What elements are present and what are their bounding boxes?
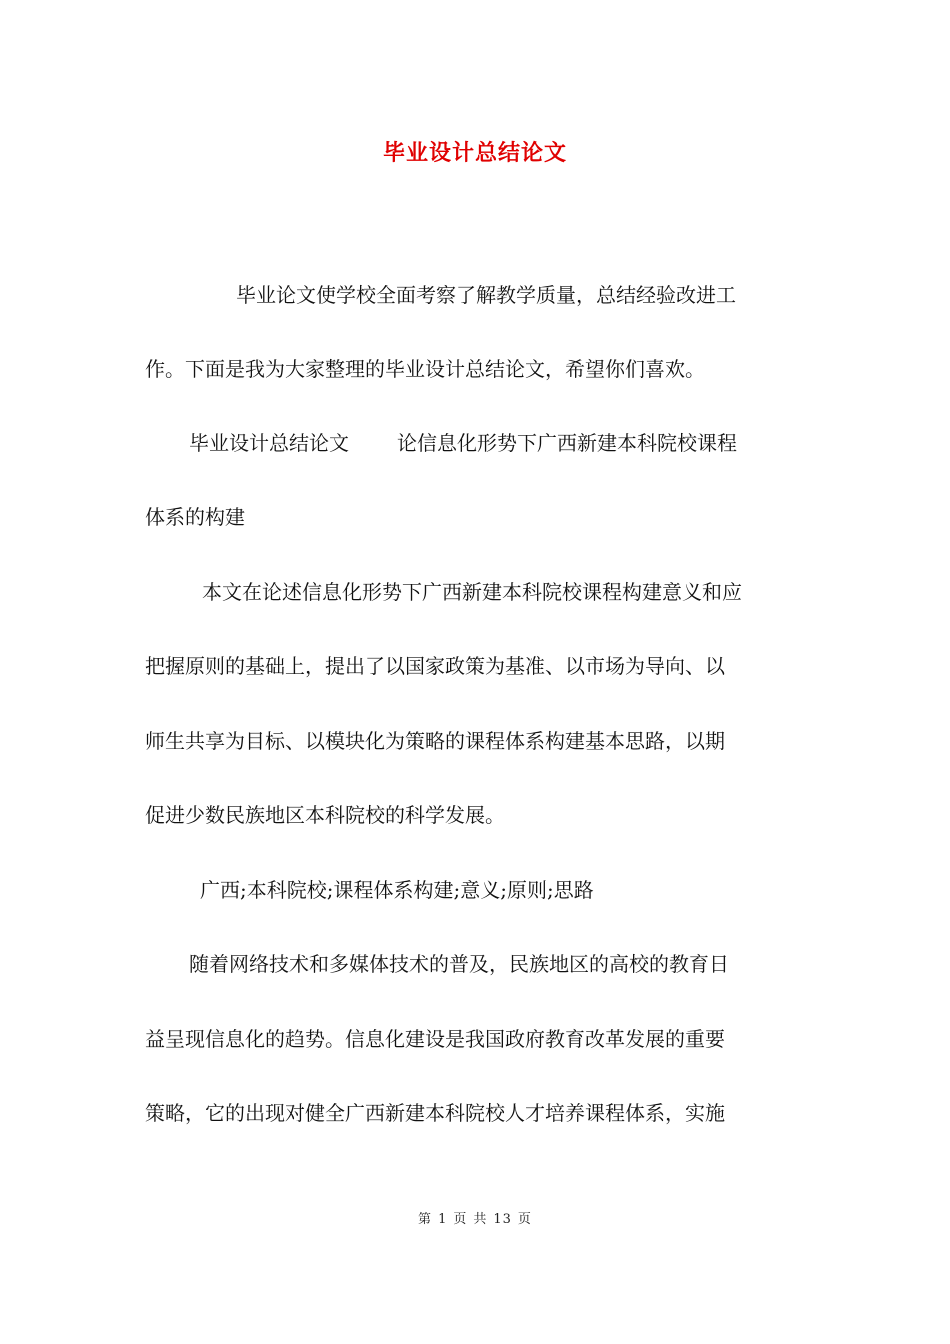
subtitle-right: 论信息化形势下广西新建本科院校课程 <box>397 431 737 455</box>
footer-total-pages: 13 <box>493 1212 512 1227</box>
paragraph-line: 策略，它的出现对健全广西新建本科院校人才培养课程体系，实施 <box>145 1101 725 1125</box>
paragraph-line: 随着网络技术和多媒体技术的普及，民族地区的高校的教育日 <box>189 952 729 976</box>
paragraph-line: 益呈现信息化的趋势。信息化建设是我国政府教育改革发展的重要 <box>145 1027 725 1051</box>
page-footer <box>0 1208 950 1227</box>
subtitle-left: 毕业设计总结论文 <box>189 431 349 455</box>
footer-current-page: 1 <box>438 1212 448 1227</box>
paragraph-line: 毕业论文使学校全面考察了解教学质量，总结经验改进工 <box>236 283 736 307</box>
footer-total-suffix: 页 <box>517 1212 532 1227</box>
paragraph-line: 师生共享为目标、以模块化为策略的课程体系构建基本思路，以期 <box>145 729 725 753</box>
footer-page-word: 页 <box>453 1212 468 1227</box>
paragraph-line: 本文在论述信息化形势下广西新建本科院校课程构建意义和应 <box>202 580 742 604</box>
paragraph-line: 作。下面是我为大家整理的毕业设计总结论文，希望你们喜欢。 <box>145 357 705 381</box>
footer-total-prefix: 共 <box>473 1212 488 1227</box>
subtitle-line <box>189 428 737 458</box>
footer-prefix: 第 <box>418 1212 433 1227</box>
document-title: 毕业设计总结论文 <box>382 140 567 166</box>
paragraph-line: 促进少数民族地区本科院校的科学发展。 <box>145 803 505 827</box>
keywords-line: 广西;本科院校;课程体系构建;意义;原则;思路 <box>200 878 594 902</box>
paragraph-line: 体系的构建 <box>145 505 245 529</box>
paragraph-line: 把握原则的基础上，提出了以国家政策为基准、以市场为导向、以 <box>145 654 725 678</box>
